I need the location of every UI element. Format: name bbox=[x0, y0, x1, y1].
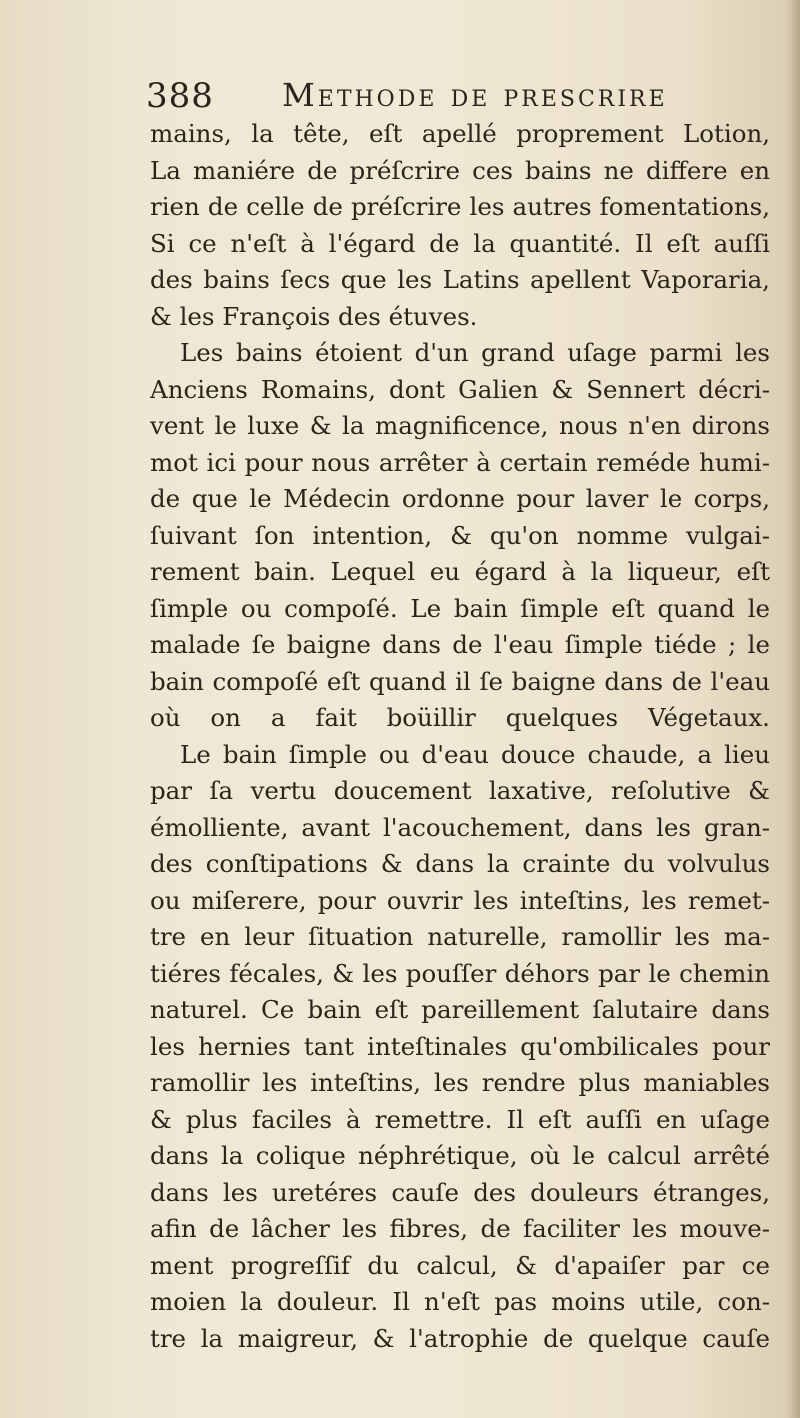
text-line: La maniére de préſcrire ces bains ne differe en bbox=[150, 155, 770, 185]
text-line: Les bains étoient d'un grand uſage parmi les bbox=[180, 338, 770, 367]
text-line: rement bain. Lequel eu égard à la liqueur, eſt bbox=[150, 557, 770, 586]
text-line: & les François des étuves. bbox=[150, 301, 478, 331]
text-line: Si ce n'eſt à l'égard de la quantité. Il eſt auſſi bbox=[150, 228, 770, 258]
body-text bbox=[150, 116, 770, 1357]
text-line: & plus faciles à remettre. Il eſt auſſi en uſage bbox=[150, 1104, 770, 1134]
text-line: moien la douleur. Il n'eſt pas moins utile, con- bbox=[150, 1287, 770, 1316]
text-line: de que le Médecin ordonne pour laver le corps, bbox=[150, 484, 770, 513]
text-line: par ſa vertu doucement laxative, reſolutive & bbox=[150, 776, 770, 805]
text-line: vent le luxe & la magnificence, nous n'en dirons bbox=[150, 411, 770, 440]
paragraph bbox=[150, 737, 770, 1358]
page-number: 388 bbox=[146, 76, 214, 116]
text-line: dans la colique néphrétique, où le calcul arrêté bbox=[150, 1141, 770, 1170]
text-line: des conſtipations & dans la crainte du volvulus bbox=[150, 849, 770, 878]
text-line: tiéres fécales, & les pouſſer déhors par le chemin bbox=[150, 958, 770, 988]
text-line: naturel. Ce bain eſt pareillement ſalutaire dans bbox=[150, 995, 770, 1024]
text-line: Le bain ſimple ou d'eau douce chaude, a lieu bbox=[180, 739, 770, 769]
text-line: tre la maigreur, & l'atrophie de quelque cauſe bbox=[150, 1323, 770, 1353]
running-title: Methode de prescrire bbox=[282, 76, 668, 114]
text-line: bain compoſé eſt quand il ſe baigne dans de l'eau bbox=[150, 666, 770, 696]
paragraph bbox=[150, 116, 770, 335]
paragraph bbox=[150, 335, 770, 737]
text-line: les hernies tant inteſtinales qu'ombilicales pour bbox=[150, 1031, 770, 1061]
text-line: ſuivant ſon intention, & qu'on nomme vulgai- bbox=[150, 520, 770, 550]
text-line: mains, la tête, eſt apellé proprement Lotion, bbox=[150, 119, 770, 148]
text-line: ou miſerere, pour ouvrir les inteſtins, les remet- bbox=[150, 885, 770, 915]
text-line: ramollir les inteſtins, les rendre plus maniables bbox=[150, 1068, 770, 1097]
text-line: afin de lâcher les fibres, de faciliter les mouve- bbox=[150, 1214, 770, 1243]
text-line: Anciens Romains, dont Galien & Sennert décri- bbox=[150, 374, 770, 404]
text-line: où on a fait boüillir quelques Végetaux. bbox=[150, 703, 770, 732]
text-line: des bains ſecs que les Latins apellent Vaporaria, bbox=[150, 265, 770, 294]
text-line: rien de celle de préſcrire les autres fomentations, bbox=[150, 192, 770, 221]
text-line: malade ſe baigne dans de l'eau ſimple tiéde ; le bbox=[150, 630, 770, 659]
text-line: mot ici pour nous arrêter à certain reméde humi- bbox=[150, 447, 770, 477]
text-line: ſimple ou compoſé. Le bain ſimple eſt quand le bbox=[150, 593, 770, 623]
running-head bbox=[146, 72, 786, 118]
text-line: dans les uretéres cauſe des douleurs étranges, bbox=[150, 1177, 770, 1207]
text-line: émolliente, avant l'acouchement, dans les gran- bbox=[150, 812, 770, 842]
page-edge-shadow bbox=[786, 0, 800, 1418]
text-line: tre en leur ſituation naturelle, ramollir les ma- bbox=[150, 922, 770, 951]
text-line: ment progreſſif du calcul, & d'apaiſer par ce bbox=[150, 1250, 770, 1280]
